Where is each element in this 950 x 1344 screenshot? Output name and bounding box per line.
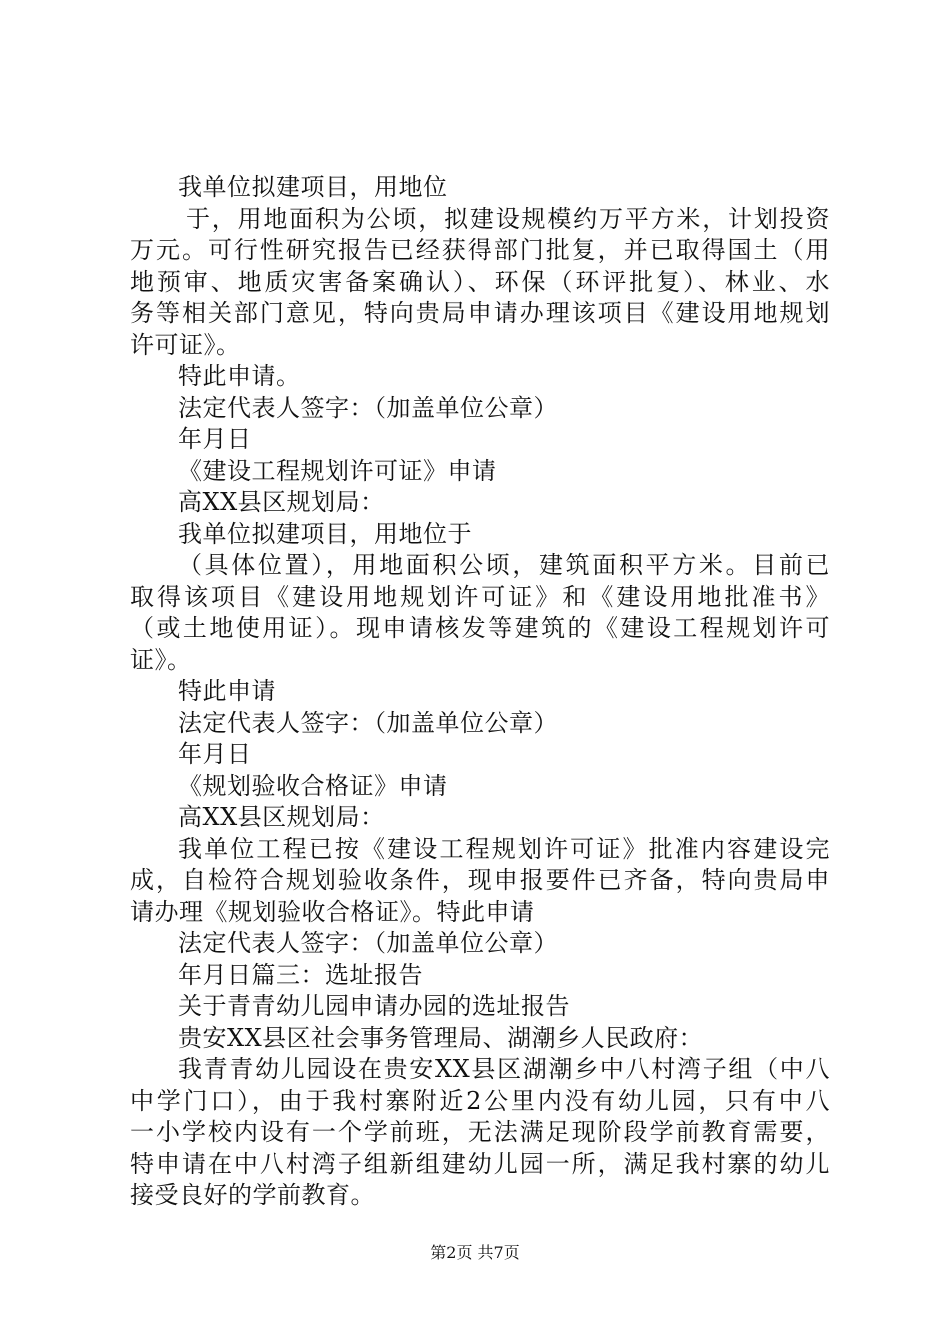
- text-line: 成，自检符合规划验收条件，现申报要件已齐备，特向贵局申: [130, 866, 830, 894]
- text-line: 年月日: [178, 740, 252, 768]
- text-line: 地预审、地质灾害备案确认）、环保（环评批复）、林业、水: [130, 267, 830, 296]
- text-line: 《建设工程规划许可证》申请: [178, 456, 497, 485]
- text-line: 一小学校内设有一个学前班，无法满足现阶段学前教育需要，: [130, 1118, 830, 1146]
- text-line: 高XX县区规划局：: [178, 803, 385, 831]
- text-line: 取得该项目《建设用地规划许可证》和《建设用地批准书》: [130, 582, 830, 611]
- text-line: 我青青幼儿园设在贵安XX县区湖潮乡中八村湾子组（中八: [178, 1055, 830, 1083]
- text-line: 特此申请。: [178, 362, 301, 390]
- text-line: 我单位拟建项目，用地位于: [178, 519, 472, 548]
- text-line: 我单位拟建项目，用地位: [178, 173, 448, 201]
- text-line: 贵安XX县区社会事务管理局、湖潮乡人民政府：: [178, 1023, 704, 1052]
- text-line: 万元。可行性研究报告已经获得部门批复，并已取得国土（用: [130, 236, 830, 264]
- text-line: 接受良好的学前教育。: [130, 1181, 375, 1209]
- text-line: （具体位置），用地面积公顷，建筑面积平方米。目前已: [178, 551, 830, 579]
- text-line: （或土地使用证）。现申请核发等建筑的《建设工程规划许可: [130, 614, 830, 642]
- text-line: 我单位工程已按《建设工程规划许可证》批准内容建设完: [178, 834, 830, 863]
- document-body: [130, 172, 830, 1212]
- text-line: 中学门口），由于我村寨附近2公里内没有幼儿园，只有中八: [130, 1086, 830, 1115]
- text-line: 特此申请: [178, 677, 276, 705]
- text-line: 特申请在中八村湾子组新组建幼儿园一所，满足我村寨的幼儿: [130, 1149, 830, 1178]
- text-line: 高XX县区规划局：: [178, 488, 385, 516]
- page-footer: 第2页 共7页: [430, 1243, 520, 1262]
- text-line: 法定代表人签字：（加盖单位公章）: [178, 929, 558, 957]
- text-line: 证》。: [130, 645, 192, 674]
- text-line: 年月日篇三：选址报告: [178, 960, 423, 989]
- text-line: 许可证》。: [130, 330, 241, 359]
- text-line: 请办理《规划验收合格证》。特此申请: [130, 897, 535, 926]
- text-line: 法定代表人签字：（加盖单位公章）: [178, 393, 558, 422]
- text-line: 法定代表人签字：（加盖单位公章）: [178, 708, 558, 737]
- text-line: 年月日: [178, 425, 252, 453]
- text-line: 于，用地面积为公顷，拟建设规模约万平方米，计划投资: [186, 204, 830, 233]
- text-line: 关于青青幼儿园申请办园的选址报告: [178, 992, 570, 1020]
- text-line: 《规划验收合格证》申请: [178, 771, 448, 800]
- text-line: 务等相关部门意见，特向贵局申请办理该项目《建设用地规划: [130, 299, 830, 327]
